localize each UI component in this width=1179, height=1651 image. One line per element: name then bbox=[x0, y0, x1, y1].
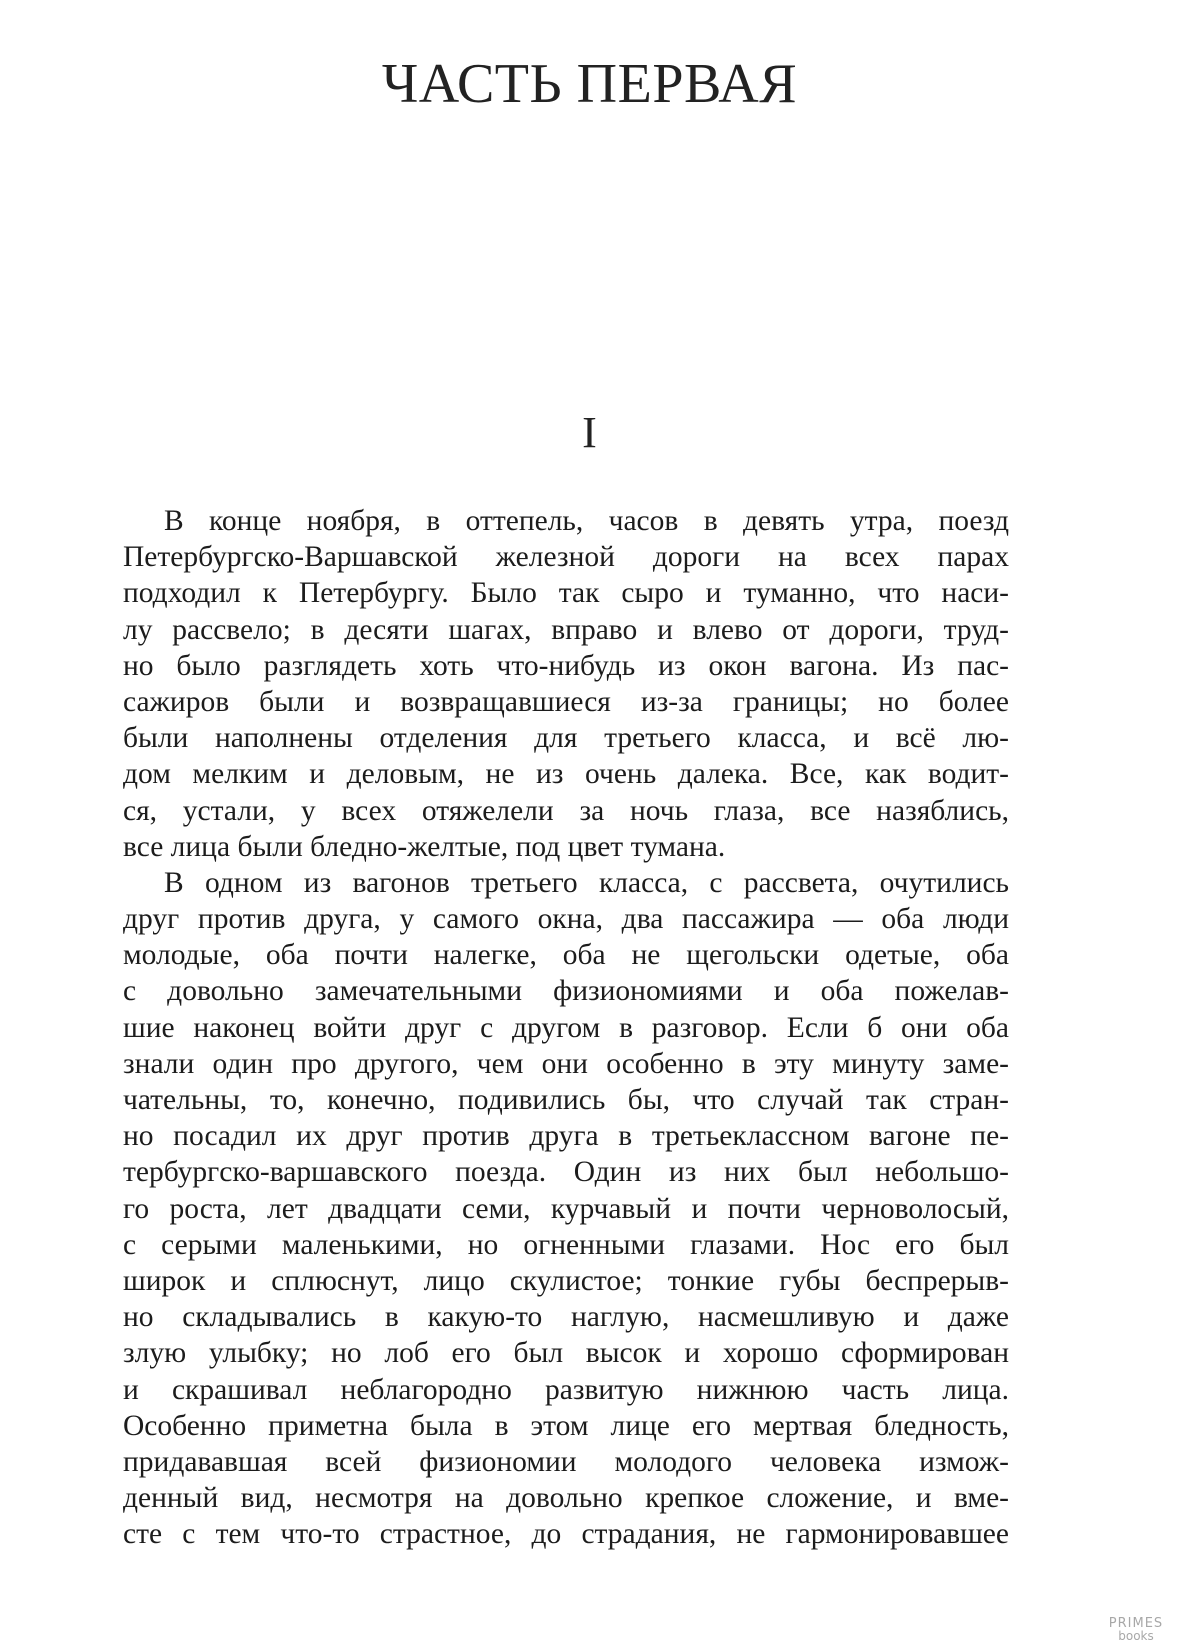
text-line: и скрашивал неблагородно развитую нижнюю часть лица. bbox=[123, 1373, 1009, 1406]
text-line: подходил к Петербургу. Было так сыро и туманно, что наси- bbox=[123, 577, 1009, 610]
text-line: дом мелким и деловым, не из очень далека. Все, как водит- bbox=[123, 758, 1009, 791]
text-line: денный вид, несмотря на довольно крепкое сложение, и вме- bbox=[123, 1482, 1009, 1515]
text-line: Особенно приметна была в этом лице его мертвая бледность, bbox=[123, 1409, 1009, 1442]
text-line: с серыми маленькими, но огненными глазами. Нос его был bbox=[123, 1228, 1009, 1261]
text-line: сажиров были и возвращавшиеся из-за границы; но более bbox=[123, 685, 1009, 718]
text-line: В одном из вагонов третьего класса, с рассвета, очутились bbox=[164, 866, 1009, 899]
text-line: молодые, оба почти налегке, оба не щегольски одетые, оба bbox=[123, 939, 1009, 972]
text-line: злую улыбку; но лоб его был высок и хорошо сформирован bbox=[123, 1337, 1009, 1370]
text-line: друг против друга, у самого окна, два пассажира — оба люди bbox=[123, 903, 1009, 936]
text-line: го роста, лет двадцати семи, курчавый и почти черноволосый, bbox=[123, 1192, 1009, 1225]
text-line: были наполнены отделения для третьего класса, и всё лю- bbox=[123, 722, 1009, 755]
text-line: придававшая всей физиономии молодого человека измож- bbox=[123, 1445, 1009, 1478]
part-title: ЧАСТЬ ПЕРВАЯ bbox=[381, 53, 798, 115]
text-line: широк и сплюснут, лицо скулистое; тонкие губы беспрерыв- bbox=[123, 1264, 1009, 1297]
publisher-watermark bbox=[1101, 1617, 1171, 1643]
text-line: но было разглядеть хоть что-нибудь из окон вагона. Из пас- bbox=[123, 649, 1009, 682]
text-line: чательны, то, конечно, подивились бы, что случай так стран- bbox=[123, 1084, 1009, 1116]
text-line: но посадил их друг против друга в третьеклассном вагоне пе- bbox=[123, 1120, 1009, 1153]
text-line: знали один про другого, чем они особенно в эту минуту заме- bbox=[123, 1047, 1009, 1080]
text-line: с довольно замечательными физиономиями и оба пожелав- bbox=[123, 975, 1009, 1008]
text-line: но складывались в какую-то наглую, насмешливую и даже bbox=[123, 1301, 1009, 1334]
text-line: все лица были бледно-желтые, под цвет тумана. bbox=[123, 830, 726, 863]
text-line: тербургско-варшавского поезда. Один из них был небольшо- bbox=[123, 1156, 1009, 1189]
text-line: Петербургско-Варшавской железной дороги на всех парах bbox=[123, 541, 1009, 574]
watermark-line-2: books bbox=[1118, 1629, 1154, 1643]
text-line: шие наконец войти друг с другом в разговор. Если б они оба bbox=[123, 1011, 1009, 1044]
chapter-text bbox=[123, 503, 1009, 1552]
text-line: сте с тем что-то страстное, до страдания, не гармонировавшее bbox=[123, 1518, 1009, 1551]
watermark-line-1: PRIMES bbox=[1108, 1616, 1164, 1631]
text-line: ся, устали, у всех отяжелели за ночь глаза, все назяблись, bbox=[123, 794, 1009, 827]
text-line: В конце ноября, в оттепель, часов в девять утра, поезд bbox=[164, 505, 1009, 537]
chapter-number: I bbox=[582, 408, 597, 457]
text-line: лу рассвело; в десяти шагах, вправо и влево от дороги, труд- bbox=[123, 613, 1009, 646]
